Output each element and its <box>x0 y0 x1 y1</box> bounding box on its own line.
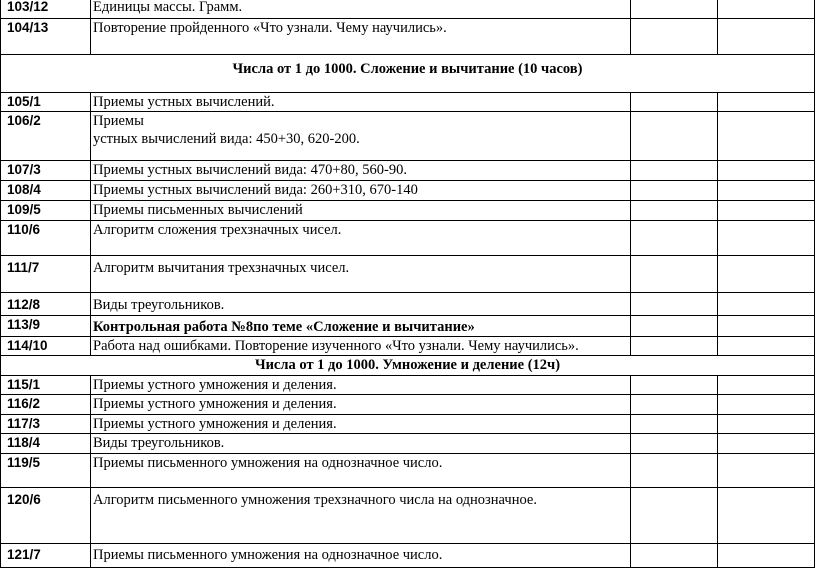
lesson-topic: Виды треугольников. <box>91 293 631 316</box>
table-row <box>1 454 815 488</box>
section-title: Числа от 1 до 1000. Умножение и деление (12ч) <box>1 356 815 376</box>
empty-cell <box>631 293 718 316</box>
table-row <box>1 19 815 55</box>
lesson-number: 107/3 <box>1 161 91 181</box>
lesson-topic: Повторение пройденного «Что узнали. Чему научились». <box>91 19 631 55</box>
table-row <box>1 434 815 454</box>
empty-cell <box>718 201 815 221</box>
table-row <box>1 376 815 395</box>
lesson-topic: Приемы устного умножения и деления. <box>91 376 631 395</box>
table-row <box>1 93 815 112</box>
lesson-number: 110/6 <box>1 221 91 256</box>
lesson-topic: Приемы письменного умножения на однозначное число. <box>91 454 631 488</box>
empty-cell <box>718 454 815 488</box>
table-row <box>1 201 815 221</box>
empty-cell <box>631 395 718 415</box>
lesson-number: 117/3 <box>1 415 91 434</box>
table-row <box>1 112 815 161</box>
lesson-number: 118/4 <box>1 434 91 454</box>
empty-cell <box>631 434 718 454</box>
section-title: Числа от 1 до 1000. Сложение и вычитание (10 часов) <box>1 55 815 93</box>
lesson-number: 121/7 <box>1 544 91 568</box>
empty-cell <box>718 181 815 201</box>
lesson-number: 114/10 <box>1 337 91 356</box>
empty-cell <box>718 544 815 568</box>
table-row <box>1 293 815 316</box>
table-row <box>1 181 815 201</box>
lesson-topic: Приемы устных вычислений вида: 470+80, 560-90. <box>91 161 631 181</box>
lesson-topic: Алгоритм сложения трехзначных чисел. <box>91 221 631 256</box>
empty-cell <box>631 221 718 256</box>
empty-cell <box>631 19 718 55</box>
empty-cell <box>718 161 815 181</box>
table-row <box>1 0 815 19</box>
lesson-number: 116/2 <box>1 395 91 415</box>
lesson-topic: Приемы устного умножения и деления. <box>91 415 631 434</box>
lesson-number: 109/5 <box>1 201 91 221</box>
lesson-topic-line: устных вычислений вида: 450+30, 620-200. <box>93 131 360 147</box>
empty-cell <box>718 293 815 316</box>
empty-cell <box>631 337 718 356</box>
section-row <box>1 55 815 93</box>
empty-cell <box>631 488 718 544</box>
lesson-number: 108/4 <box>1 181 91 201</box>
lesson-number: 106/2 <box>1 112 91 161</box>
empty-cell <box>631 316 718 337</box>
empty-cell <box>631 161 718 181</box>
lesson-topic: Алгоритм письменного умножения трехзначного числа на однозначное. <box>91 488 631 544</box>
lesson-topic: Приемы устного умножения и деления. <box>91 395 631 415</box>
lesson-number: 113/9 <box>1 316 91 337</box>
section-row <box>1 356 815 376</box>
table-row <box>1 221 815 256</box>
lesson-number: 111/7 <box>1 256 91 293</box>
empty-cell <box>718 395 815 415</box>
empty-cell <box>631 93 718 112</box>
empty-cell <box>631 454 718 488</box>
empty-cell <box>631 544 718 568</box>
lesson-topic: Приемы письменного умножения на однозначное число. <box>91 544 631 568</box>
empty-cell <box>631 181 718 201</box>
empty-cell <box>631 376 718 395</box>
empty-cell <box>631 112 718 161</box>
empty-cell <box>718 316 815 337</box>
empty-cell <box>718 0 815 19</box>
lesson-topic: Алгоритм вычитания трехзначных чисел. <box>91 256 631 293</box>
empty-cell <box>631 415 718 434</box>
lesson-topic <box>91 112 631 161</box>
empty-cell <box>718 434 815 454</box>
empty-cell <box>631 0 718 19</box>
lesson-number: 104/13 <box>1 19 91 55</box>
table-row <box>1 544 815 568</box>
lesson-number: 103/12 <box>1 0 91 19</box>
lesson-topic: Приемы письменных вычислений <box>91 201 631 221</box>
table-row <box>1 415 815 434</box>
lesson-number: 115/1 <box>1 376 91 395</box>
empty-cell <box>718 376 815 395</box>
lesson-topic-line: Приемы <box>93 113 144 129</box>
lesson-topic: Виды треугольников. <box>91 434 631 454</box>
empty-cell <box>631 201 718 221</box>
lesson-number: 105/1 <box>1 93 91 112</box>
empty-cell <box>718 93 815 112</box>
lesson-topic: Приемы устных вычислений. <box>91 93 631 112</box>
empty-cell <box>718 415 815 434</box>
table-row <box>1 395 815 415</box>
empty-cell <box>718 19 815 55</box>
lesson-number: 120/6 <box>1 488 91 544</box>
empty-cell <box>631 256 718 293</box>
table-row <box>1 256 815 293</box>
lesson-number: 112/8 <box>1 293 91 316</box>
lesson-topic: Работа над ошибками. Повторение изученного «Что узнали. Чему научились». <box>91 337 631 356</box>
lesson-topic: Единицы массы. Грамм. <box>91 0 631 19</box>
empty-cell <box>718 488 815 544</box>
empty-cell <box>718 221 815 256</box>
lesson-number: 119/5 <box>1 454 91 488</box>
lesson-topic: Контрольная работа №8по теме «Сложение и вычитание» <box>91 316 631 337</box>
lesson-topic: Приемы устных вычислений вида: 260+310, 670-140 <box>91 181 631 201</box>
table-row <box>1 488 815 544</box>
table-row <box>1 337 815 356</box>
table-row <box>1 161 815 181</box>
table-row <box>1 316 815 337</box>
empty-cell <box>718 112 815 161</box>
empty-cell <box>718 256 815 293</box>
empty-cell <box>718 337 815 356</box>
